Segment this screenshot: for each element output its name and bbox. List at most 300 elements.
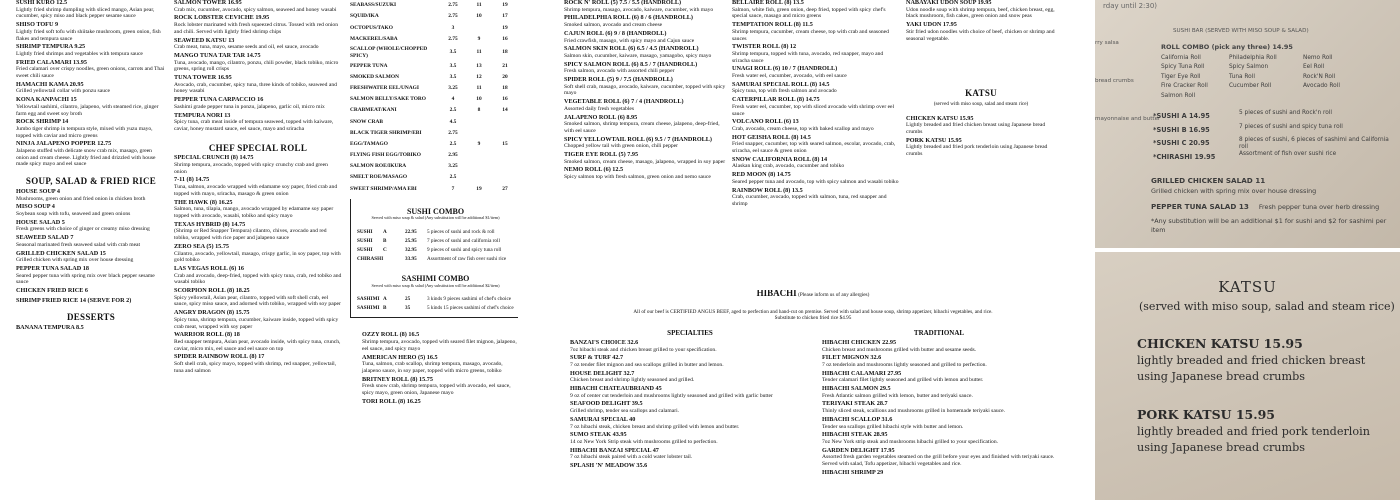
photo-roll-option: Salmon Roll bbox=[1161, 92, 1196, 99]
hibachi-allergy-note: (Please inform us of any allergies) bbox=[798, 292, 870, 298]
photo-roll-option: Spicy Salmon bbox=[1229, 64, 1269, 71]
table-cell: 2.75 bbox=[448, 13, 458, 20]
table-cell: 19 bbox=[502, 2, 508, 9]
menu-item-name: RED MOON (8) 14.75 bbox=[732, 171, 791, 179]
photo-sushi-bar-title: SUSHI BAR (SERVED WITH MISO SOUP & SALAD) bbox=[1173, 28, 1309, 34]
menu-item-name: SPLASH 'N' MEADOW 35.6 bbox=[570, 462, 648, 470]
combo-cell: 7 pieces of sushi and california roll bbox=[427, 238, 500, 244]
table-cell: SMELT ROE/MASAGO bbox=[350, 174, 408, 181]
table-cell: CRABMEAT/KANI bbox=[350, 107, 397, 114]
table-cell: OCTOPUS/TAKO bbox=[350, 24, 393, 31]
table-cell bbox=[492, 161, 518, 172]
hibachi-section bbox=[570, 290, 1056, 500]
menu-item-desc: Fresh water eel, cucumber, top with sliced avocado with shrimp over eel sauce bbox=[732, 103, 895, 117]
menu-item-name: SPIDER RAINBOW ROLL (8) 17 bbox=[174, 353, 265, 361]
table-cell: 19 bbox=[502, 24, 508, 31]
table-cell bbox=[492, 127, 518, 138]
menu-item-name: PEPPER TUNA CARPACCIO 16 bbox=[174, 96, 264, 104]
menu-item-name: THE HAWK (8) 16.25 bbox=[174, 198, 233, 206]
photo-pork-katsu-desc: lightly breaded and fried pork tenderloin using Japanese bread crumbs bbox=[1137, 425, 1370, 454]
menu-item-name: CHICKEN FRIED RICE 6 bbox=[16, 287, 89, 295]
combo-cell: SUSHI bbox=[357, 229, 373, 235]
table-cell bbox=[466, 172, 492, 183]
combo-cell: 9 pieces of sushi and spicy tuna roll bbox=[427, 247, 502, 253]
menu-item-name: SEAFOOD DELIGHT 39.5 bbox=[570, 400, 643, 408]
menu-item-name: HIBACHI SCALLOP 31.6 bbox=[822, 415, 893, 423]
photo-top-text: rday until 2:30) bbox=[1103, 2, 1158, 10]
menu-item-desc: Spicy tuna, shrimp tempura, cucumber, kaiware inside, topped with spicy crab meat, wrapped with soy paper bbox=[174, 316, 339, 330]
combo-cell: A bbox=[383, 296, 387, 303]
table-cell: 3.5 bbox=[449, 62, 457, 69]
menu-item-name: VEGETABLE ROLL (6) 7 / 4 (HANDROLL) bbox=[564, 98, 684, 106]
section-title-soup-salad: SOUP, SALAD & FRIED RICE bbox=[25, 176, 157, 187]
table-cell: SNOW CRAB bbox=[350, 118, 383, 125]
menu-item-name: TWISTER ROLL (8) 12 bbox=[732, 43, 797, 51]
menu-item-desc: Spicy tuna, crab meat inside of tempura seaweed, topped with kaiware, caviar, honey mustard sauce, eel sauce, mayo and sriracha bbox=[174, 119, 334, 132]
menu-item-name: ROCK N' ROLL (5) 7.5 / 5.5 (HANDROLL) bbox=[564, 0, 682, 6]
sushi-combo-title: SUSHI COMBO bbox=[406, 206, 465, 216]
photo-partial-text: rry salsa bbox=[1095, 40, 1119, 46]
table-cell: 3.5 bbox=[449, 73, 457, 80]
menu-item-name: OZZY ROLL (8) 16.5 bbox=[362, 331, 420, 339]
menu-item-desc: 7 oz hibachi steak paired with a cold water lobster tail. bbox=[570, 454, 693, 461]
table-row bbox=[350, 11, 518, 22]
menu-item-desc: Alaskan king crab, avocado, cucumber and tobiko bbox=[732, 163, 845, 170]
katsu-sub: (served with miso soup, salad and steam rice) bbox=[933, 100, 1029, 107]
menu-item-desc: Fresh salmon, avocado with assorted chili pepper bbox=[564, 68, 675, 75]
combo-row bbox=[357, 304, 514, 313]
menu-item-desc: Jumbo tiger shrimp in tempura style, mixed with yuzu mayo, topped with caviar and micro greens bbox=[16, 125, 153, 139]
table-row bbox=[350, 94, 518, 105]
menu-item-desc: Shrimp tempura, topped with tuna, avocado, red snapper, mayo and sriracha sauce bbox=[732, 50, 884, 64]
table-cell: 9 bbox=[477, 140, 481, 147]
table-cell: 14 bbox=[502, 107, 508, 114]
combo-cell: 32.95 bbox=[405, 247, 417, 253]
table-row bbox=[350, 60, 518, 71]
table-cell: 2.75 bbox=[448, 129, 458, 136]
combo-row bbox=[357, 228, 514, 237]
menu-item-name: ANGRY DRAGON (8) 15.75 bbox=[174, 309, 250, 317]
menu-item-desc: Mushrooms, green onion and fried onion in chicken broth bbox=[16, 195, 146, 202]
menu-item-desc: 7 oz tenderloin and mushrooms lightly seasoned and grilled to perfection. bbox=[822, 361, 987, 368]
table-cell: 3.25 bbox=[448, 84, 458, 91]
menu-item-desc: Salmon skin, cucumber, kaiware, masago, yamagobo, spicy mayo bbox=[564, 52, 712, 59]
table-cell: EGG/TAMAGO bbox=[350, 140, 388, 147]
table-cell: 8 bbox=[477, 107, 481, 114]
photo-salad-2: PEPPER TUNA SALAD 13 bbox=[1151, 202, 1249, 211]
photo-sushi-name: *SUSHI A 14.95 bbox=[1153, 112, 1210, 120]
table-cell: 3.5 bbox=[449, 49, 457, 56]
menu-item-name: SEAWEED KATSU 13 bbox=[174, 36, 235, 44]
menu-item-desc: Chopped yellow tail with green onion, chili pepper bbox=[564, 143, 679, 150]
table-cell: 9 bbox=[477, 35, 481, 42]
menu-item-desc: Spicy yellowtail, Asian pear, cilantro, topped with soft shell crab, eel sauce, spicy miso sauce, and adorned with tobiko, wrapped with soy paper bbox=[174, 294, 341, 308]
menu-item-desc: Soybean soup with tofu, seaweed and green onions bbox=[16, 210, 131, 217]
menu-item-name: CHICKEN KATSU 15.95 bbox=[906, 114, 974, 122]
menu-item-desc: Fried crawfish, masago, with spicy mayo and Cajun sauce bbox=[564, 37, 695, 44]
table-cell: PEPPER TUNA bbox=[350, 62, 388, 69]
photo-sushi-name: *CHIRASHI 19.95 bbox=[1153, 153, 1216, 162]
photo-roll-option: Eel Roll bbox=[1303, 64, 1325, 71]
menu-column-chef-special bbox=[174, 0, 342, 500]
menu-item-name: HIBACHI SALMON 29.5 bbox=[822, 385, 891, 393]
photo-roll-combo: ROLL COMBO (pick any three) 14.95 bbox=[1161, 43, 1293, 51]
table-cell: 11 bbox=[476, 84, 482, 91]
table-row bbox=[350, 150, 518, 161]
menu-item-desc: Shrimp tempura, avocado, topped with seared filet mignon, jalapeno, eel sauce, and spicy mayo bbox=[362, 339, 517, 352]
menu-item-desc: Yellowtail sashimi, cilantro, jalapeno, with steamed rice, ginger farm egg and sweet soy broth bbox=[16, 103, 159, 117]
table-row bbox=[350, 183, 518, 194]
table-cell bbox=[466, 116, 492, 127]
photo-partial-text: bread crumbs bbox=[1095, 78, 1134, 84]
table-cell bbox=[492, 116, 518, 127]
table-cell: FLYING FISH EGG/TOBIKO bbox=[350, 152, 421, 159]
menu-item-desc: Fresh water eel, cucumber, avocado, with eel sauce bbox=[732, 73, 847, 80]
menu-item-name: SHRIMP TEMPURA 9.25 bbox=[16, 43, 86, 51]
photo-roll-option: Avocado Roll bbox=[1303, 83, 1340, 90]
table-cell: 12 bbox=[476, 73, 482, 80]
table-row bbox=[350, 83, 518, 94]
menu-item-desc: Smoked salmon, cream cheese, masago, jalapeno, wrapped in soy paper bbox=[564, 158, 726, 165]
combo-cell: 35 bbox=[405, 305, 411, 312]
menu-item-name: NABAYAKI UDON SOUP 19.95 bbox=[906, 0, 992, 6]
table-cell: SALMON BELLY/SAKE TORO bbox=[350, 96, 426, 103]
table-row bbox=[350, 72, 518, 83]
menu-item-name: HIBACHI CHATEAUBRIAND 45 bbox=[570, 385, 662, 393]
table-cell: 21 bbox=[502, 62, 508, 69]
menu-item-desc: Lightly fried shrimps and vegetables with tempura sauce bbox=[16, 50, 143, 57]
menu-item-name: MANGO TUNA TAR TAR 14.75 bbox=[174, 51, 261, 59]
menu-item-desc: Soft shell crab, masago, avocado, kaiware, cucumber, topped with spicy mayo bbox=[564, 83, 726, 97]
menu-item-name: HIBACHI STEAK 28.95 bbox=[822, 431, 888, 439]
photo-sushi-name: *SUSHI C 20.95 bbox=[1153, 139, 1210, 148]
menu-item-name: CAJUN ROLL (6) 9 / 8 (HANDROLL) bbox=[564, 29, 667, 37]
menu-item-name: FRIED CALAMARI 13.95 bbox=[16, 58, 87, 66]
menu-item-name: BELLAIRE ROLL (8) 13.5 bbox=[732, 0, 804, 6]
menu-item-name: TIGER EYE ROLL (5) 7.95 bbox=[564, 151, 639, 159]
photo-salad-2-desc: Fresh pepper tuna over herb dressing bbox=[1258, 203, 1380, 211]
menu-item-desc: Seared pepper tuna and avocado, top with spicy salmon and wasabi tobiko bbox=[732, 178, 899, 185]
traditional-title: TRADITIONAL bbox=[913, 329, 965, 338]
menu-item-name: AMERICAN HERO (5) 16.5 bbox=[362, 353, 438, 361]
menu-item-desc: Fried snapper, cucumber, top with seared salmon, escolar, avocado, crab, sriracha, eel sauce & green onion bbox=[732, 141, 896, 155]
menu-item-name: VOLCANO ROLL (6) 13 bbox=[732, 118, 799, 126]
menu-item-name: GARDEN DELIGHT 17.95 bbox=[822, 446, 895, 454]
photo-chicken-katsu-desc: lightly breaded and fried chicken breast using Japanese bread crumbs bbox=[1137, 354, 1366, 383]
menu-item-name: JALAPENO ROLL (6) 8.95 bbox=[564, 113, 638, 121]
table-row bbox=[350, 116, 518, 127]
menu-item-desc: Lightly breaded and fried pork tenderloin using Japanese bread crumbs bbox=[906, 144, 1048, 158]
sashimi-combo-title: SASHIMI COMBO bbox=[401, 274, 470, 283]
table-row bbox=[350, 172, 518, 183]
table-cell: MACKEREL/SABA bbox=[350, 35, 398, 42]
menu-item-desc: Red snapper tempura, Asian pear, avocado inside, with spicy tuna, crunch, caviar, micro mix, eel sauce and eel sauce on top bbox=[174, 338, 341, 352]
photo-salad-1-desc: Grilled chicken with spring mix over house dressing bbox=[1151, 187, 1317, 195]
menu-item-name: LAS VEGAS ROLL (6) 16 bbox=[174, 264, 245, 272]
combo-cell: B bbox=[383, 305, 387, 312]
menu-item-desc: Tender sea scallops grilled hibachi style with butter and lemon. bbox=[822, 423, 964, 430]
menu-item-desc: 7 oz hibachi steak, chicken breast and shrimp grilled with lemon and butter. bbox=[570, 423, 740, 430]
menu-item-name: SEAWEED SALAD 7 bbox=[16, 234, 74, 242]
photo-sushi-desc: 5 pieces of sushi and Rock'n roll bbox=[1239, 110, 1333, 116]
menu-item-desc: Rock lobster marinated with fresh squeezed citrus. Tossed with red onion and chili. Served with lightly fried shrimp chips bbox=[174, 22, 339, 35]
table-cell: 3.25 bbox=[448, 163, 458, 170]
photo-sushi-row bbox=[1153, 124, 1397, 138]
table-cell: 10 bbox=[476, 13, 482, 20]
photo-pork-katsu: PORK KATSU 15.95 bbox=[1137, 407, 1275, 422]
combo-cell: C bbox=[383, 247, 387, 253]
photo-roll-option: Fire Cracker Roll bbox=[1161, 83, 1208, 90]
table-cell bbox=[492, 172, 518, 183]
table-cell bbox=[466, 150, 492, 161]
menu-item-name: ROCK LOBSTER CEVICHE 19.95 bbox=[174, 14, 270, 22]
menu-item-desc: Assorted fresh garden vegetables steamed on the grill before your eyes and finished with teriyaki sauce. Served with salad, Tofu appetizer, hibachi vegetables and rice. bbox=[822, 454, 1055, 468]
photo-roll-option: Tiger Eye Roll bbox=[1161, 73, 1201, 80]
menu-column-sashimi bbox=[350, 0, 518, 500]
combo-cell: 22.95 bbox=[405, 229, 417, 235]
table-cell: 2.75 bbox=[448, 2, 458, 9]
menu-item-name: PHILADELPHIA ROLL (6) 8 / 6 (HANDROLL) bbox=[564, 14, 693, 22]
menu-item-name: UNAGI ROLL (6) 10 / 7 (HANDROLL) bbox=[732, 65, 838, 73]
menu-item-name: ZERO SEA (5) 15.75 bbox=[174, 242, 230, 250]
photo-chicken-katsu: CHICKEN KATSU 15.95 bbox=[1137, 336, 1303, 351]
photo-sushi-row bbox=[1153, 110, 1397, 124]
menu-item-name: SCORPION ROLL (8) 18.25 bbox=[174, 287, 250, 295]
section-title-katsu: KATSU bbox=[965, 88, 997, 99]
table-cell: 2.5 bbox=[449, 174, 457, 181]
menu-item-name: SUSHI KURO 12.5 bbox=[16, 0, 68, 6]
table-cell: SALMON ROE/IKURA bbox=[350, 163, 407, 170]
menu-item-desc: Crab, avocado, cream cheese, top with baked scallop and mayo bbox=[732, 125, 874, 132]
menu-item-desc: Shrimp tempura, cucumber, cream cheese, top with crab and seasoned sauces bbox=[732, 28, 889, 42]
table-cell: 16 bbox=[502, 35, 508, 42]
menu-item-name: SPICY SALMON ROLL (6) 8.5 / 7 (HANDROLL) bbox=[564, 60, 698, 68]
table-cell: 20 bbox=[502, 73, 508, 80]
menu-item-name: HIBACHI CALAMARI 27.95 bbox=[822, 369, 902, 377]
menu-item-desc: Crab mix, cucumber, avocado, spicy salmon, seaweed and honey wasabi bbox=[174, 6, 337, 13]
photo-roll-option: Spicy Tuna Roll bbox=[1161, 64, 1205, 71]
menu-item-desc: Crab meat, tuna, mayo, sesame seeds and oil, eel sauce, avocado bbox=[174, 44, 319, 51]
menu-item-desc: 14 oz New York Strip steak with mushrooms grilled to perfection. bbox=[570, 438, 718, 445]
menu-item-name: SPIDER ROLL (5) 9 / 7.5 (HANDROLL) bbox=[564, 76, 673, 84]
menu-item-name: 7-11 (8) 14.75 bbox=[174, 176, 210, 184]
table-row bbox=[350, 161, 518, 172]
menu-item-desc: Seared pepper tuna with spring mix over black pepper sesame sauce bbox=[16, 272, 155, 286]
menu-item-name: TORI ROLL (8) 16.25 bbox=[362, 397, 421, 405]
combo-row bbox=[357, 295, 514, 304]
photo-roll-option: California Roll bbox=[1161, 55, 1201, 61]
table-cell: 18 bbox=[502, 84, 508, 91]
table-cell: 13 bbox=[476, 62, 482, 69]
menu-item-name: KONA KANPACHI 15 bbox=[16, 96, 77, 104]
menu-item-desc: Avocado, crab, cucumber, spicy tuna, three kinds of tobiko, seaweed and honey wasabi bbox=[174, 81, 337, 95]
hibachi-title: HIBACHI bbox=[756, 290, 797, 298]
combo-row bbox=[357, 255, 514, 264]
menu-item-name: YAKI UDON 17.95 bbox=[906, 21, 957, 29]
combo-cell: SASHIMI bbox=[357, 305, 380, 312]
photo-salad-1: GRILLED CHICKEN SALAD 11 bbox=[1151, 176, 1266, 185]
menu-item-name: TERIYAKI STEAK 28.7 bbox=[822, 400, 888, 408]
hibachi-intro: All of our beef is CERTIFIED ANGUS BEEF, aged to perfection and hand-cut on premise. Served with salad and house soup, shrimp appetizer, hibachi vegetables, and rice. bbox=[633, 308, 993, 315]
table-cell: SEABASS/SUZUKI bbox=[350, 2, 397, 9]
table-cell: 17 bbox=[502, 13, 508, 20]
menu-item-desc: Fried calamari over crispy noodles, green onions, carrots and Thai sweet chili sauce bbox=[16, 66, 165, 80]
menu-item-name: PORK KATSU 15.95 bbox=[906, 136, 962, 144]
combo-cell: 5 pieces of sushi and rock & roll bbox=[427, 229, 495, 235]
table-row bbox=[350, 0, 518, 11]
menu-item-desc: Soft shell crab, spicy mayo, topped with shrimp, red snapper, yellowtail, tuna and salmon bbox=[174, 361, 337, 374]
section-title-chef-special: CHEF SPECIAL ROLL bbox=[208, 142, 308, 153]
menu-item-name: SPECIAL CRUNCH (8) 14.75 bbox=[174, 154, 254, 162]
menu-item-desc: Chicken breast and mushrooms grilled with butter and sesame seeds. bbox=[822, 346, 977, 353]
menu-item-name: TEXAS HYBRID (8) 14.75 bbox=[174, 220, 246, 228]
menu-item-name: TEMPTATION ROLL (8) 11.5 bbox=[732, 21, 813, 29]
table-row bbox=[350, 127, 518, 138]
table-row bbox=[350, 45, 518, 61]
menu-item-desc: Shrimp tempura, masago, avocado, kaiware, cucumber, with mayo bbox=[564, 6, 714, 13]
table-cell: 4 bbox=[451, 96, 455, 103]
menu-item-desc: Fresh Atlantic salmon grilled with lemon, butter and teriyaki sauce. bbox=[822, 392, 973, 399]
photo-roll-option: Philadelphia Roll bbox=[1229, 55, 1277, 61]
table-cell: 15 bbox=[502, 140, 508, 147]
menu-item-name: TEMPURA NORI 13 bbox=[174, 111, 231, 119]
table-cell: SQUID/IKA bbox=[350, 13, 379, 20]
menu-item-name: NEMO ROLL (6) 12.5 bbox=[564, 166, 624, 174]
menu-item-name: SHRIMP FRIED RICE 14 (SERVE FOR 2) bbox=[16, 296, 132, 304]
menu-item-desc: Cilantro, avocado, yellowtail, masago, crispy garlic, in soy paper, top with gold tobiko bbox=[174, 250, 341, 264]
photo-roll-option: Cucumber Roll bbox=[1229, 83, 1272, 90]
table-cell: 27 bbox=[502, 185, 508, 192]
menu-item-name: HOUSE DELIGHT 32.7 bbox=[570, 369, 635, 377]
menu-item-name: RAINBOW ROLL (8) 13.5 bbox=[732, 186, 803, 194]
menu-item-desc: (Shrimp or Red Snapper Tempura) cilantro, chives, avocado and red tobiko, wrapped with rice paper and jalapeno sauce bbox=[174, 228, 327, 242]
menu-item-name: PEPPER TUNA SALAD 18 bbox=[16, 264, 89, 272]
menu-item-desc: Sashimi grade pepper tuna in ponzu, jalapeno, garlic oil, micro mix bbox=[174, 103, 325, 110]
table-row bbox=[350, 22, 518, 33]
table-cell bbox=[492, 150, 518, 161]
menu-item-desc: Smoked salmon, shrimp tempura, cream cheese, jalapeno, deep-fried, with eel sauce bbox=[564, 121, 720, 134]
table-row bbox=[350, 34, 518, 45]
menu-item-name: SALMON SKIN ROLL (6) 6.5 / 4.5 (HANDROLL) bbox=[564, 45, 699, 53]
table-cell: SMOKED SALMON bbox=[350, 73, 399, 80]
menu-item-name: HIBACHI BANZAI SPECIAL 47 bbox=[570, 446, 659, 454]
table-row bbox=[350, 139, 518, 150]
menu-item-name: BRITNEY ROLL (8) 15.75 bbox=[362, 375, 433, 383]
table-row bbox=[350, 105, 518, 116]
menu-item-name: HOUSE SOUP 4 bbox=[16, 187, 61, 195]
menu-item-name: SHISO TOFU 9 bbox=[16, 21, 59, 29]
menu-item-desc: Spicy salmon top with fresh salmon, green onion and nemo sauce bbox=[564, 174, 711, 181]
menu-column-appetizers bbox=[16, 0, 166, 500]
menu-item-name: SPICY YELLOWTAIL ROLL (6) 9.5 / 7 (HANDROLL) bbox=[564, 135, 712, 143]
photo-roll-option: Nemo Roll bbox=[1303, 55, 1333, 61]
menu-item-desc: Crab and avocado, deep-fried, topped with spicy tuna, crab, red tobiko and wasabi tobiko bbox=[174, 272, 342, 286]
table-cell: SWEET SHRIMP/AMA EBI bbox=[350, 185, 417, 192]
combo-cell: 5 kinds 15 pieces sashimi of chef's choice bbox=[427, 305, 514, 312]
menu-item-desc: 7 oz tender filet mignon and sea scallops grilled in butter and lemon. bbox=[570, 361, 724, 368]
table-cell: 11 bbox=[476, 49, 482, 56]
menu-column-udon-katsu bbox=[906, 0, 1056, 288]
table-cell: 10 bbox=[476, 96, 482, 103]
photo-sushi-desc: 7 pieces of sushi and spicy tuna roll bbox=[1239, 123, 1343, 130]
photo-katsu-title: KATSU bbox=[1218, 278, 1277, 296]
table-cell: 16 bbox=[502, 96, 508, 103]
table-cell: 2.75 bbox=[448, 35, 458, 42]
menu-item-name: FILET MIGNON 32.6 bbox=[822, 354, 882, 362]
photo-sushi-desc: Assortment of fish over sushi rice bbox=[1239, 151, 1337, 158]
menu-item-name: BANANA TEMPURA 8.5 bbox=[16, 324, 84, 332]
menu-item-name: NINJA JALAPENO POPPER 12.75 bbox=[16, 140, 112, 148]
combo-cell: 25.95 bbox=[405, 238, 417, 244]
table-cell: BLACK TIGER SHRIMP/EBI bbox=[350, 129, 422, 136]
menu-item-name: SAMURAI SPECIAL ROLL (8) 14.5 bbox=[732, 80, 830, 88]
menu-item-desc: Grilled shrimp, tender sea scallops and calamari. bbox=[570, 408, 680, 415]
table-cell: 2.95 bbox=[448, 152, 458, 159]
menu-item-desc: Jalapeno stuffed with delicate snow crab mix, masago, green onion and cream cheese. Lightly fried and drizzled with house made spicy mayo and eel sauce bbox=[16, 148, 156, 168]
combo-cell: SUSHI bbox=[357, 238, 373, 244]
menu-item-desc: Udon noodle soup with shrimp tempura, beef, chicken breast, egg, black mushroom, fish cakes, green onion and snow peas bbox=[906, 6, 1055, 20]
table-cell: 2.5 bbox=[449, 140, 457, 147]
menu-item-name: WARRIOR ROLL (8) 18 bbox=[174, 331, 240, 339]
menu-item-desc: Chicken breast and shrimp lightly seasoned and grilled. bbox=[570, 377, 695, 384]
photo-partial-text: mayonnaise and butter bbox=[1095, 116, 1161, 122]
section-title-desserts: DESSERTS bbox=[66, 312, 116, 323]
menu-item-desc: Shrimp tempura, avocado, topped with spicy crunchy crab and green onion bbox=[174, 162, 328, 175]
menu-item-desc: Tuna, salmon, crab scallop, shrimp tempura, masago, avocado, jalapeno sauce, in soy paper, topped with micro greens, tobiko bbox=[362, 361, 503, 374]
combo-box bbox=[350, 199, 518, 319]
menu-item-name: ROCK SHRIMP 14 bbox=[16, 118, 69, 126]
menu-item-desc: Fresh greens with choice of ginger or creamy miso dressing bbox=[16, 226, 150, 233]
menu-column-special-rolls bbox=[732, 0, 900, 288]
specialties-title: SPECIALTIES bbox=[667, 329, 713, 338]
menu-column-rolls bbox=[564, 0, 726, 288]
table-cell: 7 bbox=[451, 185, 455, 192]
combo-cell: B bbox=[383, 238, 387, 244]
menu-item-name: BANZAI'S CHOICE 32.6 bbox=[570, 338, 639, 346]
table-cell: 19 bbox=[476, 185, 482, 192]
photo-katsu-sub: (served with miso soup, salad and steam rice) bbox=[1139, 300, 1395, 313]
menu-item-name: GRILLED CHICKEN SALAD 15 bbox=[16, 249, 106, 257]
menu-item-desc: Lightly breaded and fried chicken breast using Japanese bread crumbs bbox=[906, 122, 1046, 136]
menu-item-name: SNOW CALIFORNIA ROLL (8) 14 bbox=[732, 155, 828, 163]
sashimi-combo-sub: Served with miso soup & salad (Any substitution will be additional $2/item) bbox=[371, 282, 500, 288]
photo-sushi-name: *SUSHI B 16.95 bbox=[1153, 125, 1210, 134]
table-cell bbox=[466, 127, 492, 138]
combo-cell: 3 kinds 9 pieces sashimi of chef's choice bbox=[427, 296, 512, 303]
combo-cell: A bbox=[383, 229, 387, 235]
menu-item-name: SAMURAI SPECIAL 40 bbox=[570, 415, 636, 423]
table-cell: SCALLOP (WHOLE/CHOPPED SPICY) bbox=[350, 45, 428, 59]
photo-roll-option: Rock'N Roll bbox=[1303, 73, 1336, 80]
menu-item-desc: Crab, cucumber, avocado, topped with salmon, tuna, red snapper and shrimp bbox=[732, 194, 887, 207]
menu-item-desc: Lightly fried shrimp dumpling with sliced mango, Asian pear, cucumber, spicy miso and black pepper sesame sauce bbox=[16, 6, 155, 20]
menu-item-name: TUNA TOWER 16.95 bbox=[174, 74, 232, 82]
photo-sushi-desc: 8 pieces of sushi, 6 pieces of sashimi and California roll bbox=[1239, 137, 1389, 151]
menu-item-desc: Grilled yellowtail collar with ponzu sauce bbox=[16, 88, 110, 95]
menu-photo-katsu bbox=[1095, 252, 1400, 500]
table-cell bbox=[466, 22, 492, 33]
menu-item-name: SUMO STEAK 43.95 bbox=[570, 431, 627, 439]
table-cell: 11 bbox=[476, 2, 482, 9]
menu-item-desc: Assorted daily fresh vegetables bbox=[564, 105, 635, 112]
table-cell: FRESHWATER EEL/UNAGI bbox=[350, 84, 419, 91]
combo-cell: CHIRASHI bbox=[357, 256, 384, 262]
menu-item-desc: Smoked salmon, avocado and cream cheese bbox=[564, 22, 663, 29]
menu-item-desc: Salmon, tuna, tilapia, mango, avocado wrapped by edamame soy paper topped with avocado, wasabi, tobiko and spicy mayo bbox=[174, 206, 334, 219]
menu-item-desc: 9 oz of center cut tenderloin and mushrooms lightly seasoned and grilled with garlic butter bbox=[570, 392, 773, 399]
menu-item-desc: Lightly fried soft tofu with shiitake mushroom, green onion, fish flakes and tempura sauce bbox=[16, 28, 161, 42]
menu-item-desc: 7oz New York strip steak and mushrooms hibachi grilled to your specification. bbox=[822, 438, 999, 445]
